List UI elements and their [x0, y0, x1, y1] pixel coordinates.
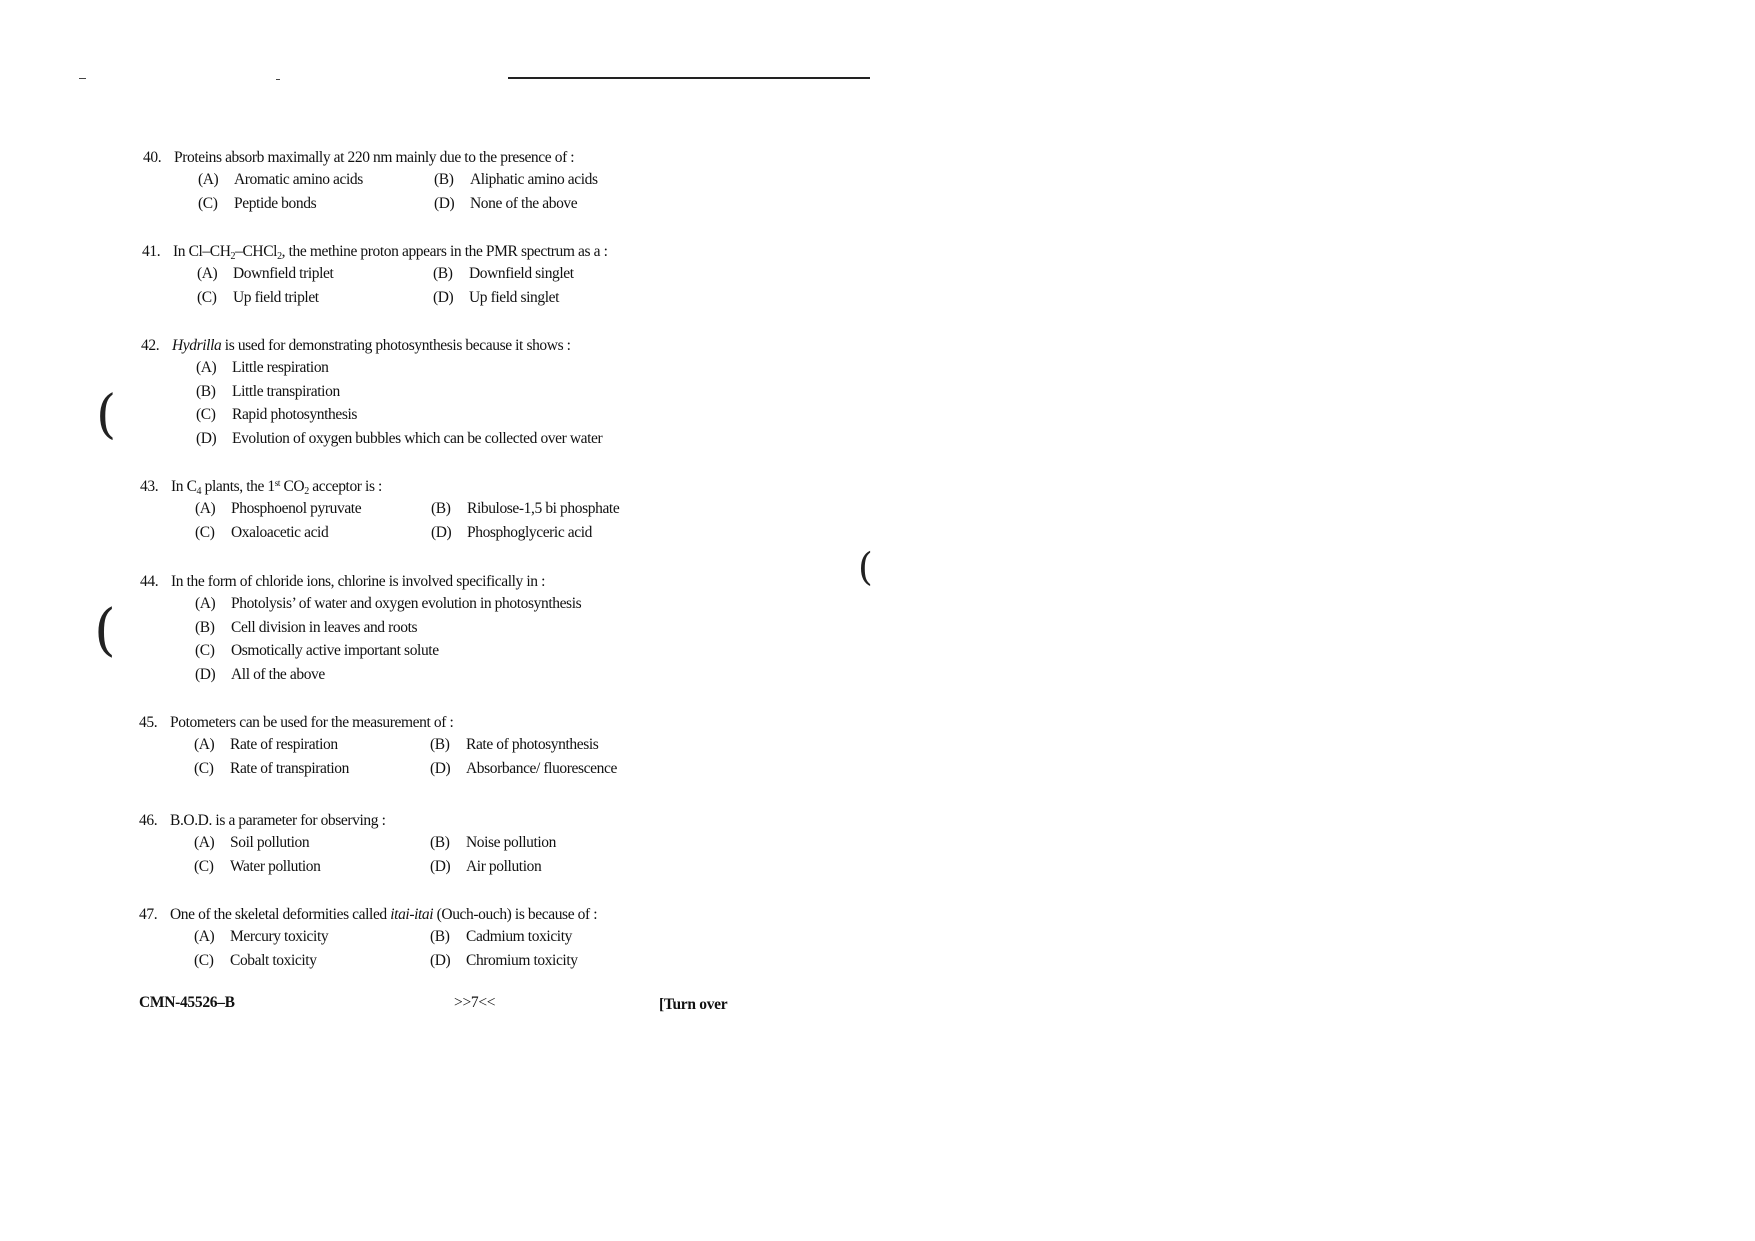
option-d: (D) All of the above	[195, 665, 325, 683]
options	[195, 497, 619, 544]
question-number: 45.	[139, 714, 158, 731]
question-number: 40.	[143, 149, 162, 166]
question-number: 47.	[139, 906, 158, 923]
question-46	[139, 811, 556, 878]
option-b: (B) Ribulose-1,5 bi phosphate	[431, 500, 620, 517]
question-47	[139, 905, 597, 972]
option-a: (A) Downfield triplet	[197, 265, 334, 282]
option-b: (B) Rate of photosynthesis	[430, 736, 599, 753]
option-b: (B) Noise pollution	[430, 834, 557, 851]
options	[197, 262, 607, 309]
option-c: (C) Water pollution	[194, 857, 321, 875]
question-stem	[139, 713, 617, 733]
question-stem	[141, 336, 602, 356]
option-c: (C) Oxaloacetic acid	[195, 523, 329, 541]
option-c: (C) Rapid photosynthesis	[196, 406, 358, 423]
question-stem	[140, 477, 619, 497]
question-text: In the form of chloride ions, chlorine is involved specifically in :	[171, 573, 545, 590]
question-number: 44.	[140, 573, 159, 590]
option-a: (A) Aromatic amino acids	[198, 171, 363, 188]
options	[195, 592, 581, 686]
options	[198, 168, 598, 215]
option-b: (B) Little transpiration	[196, 382, 340, 400]
question-stem	[139, 905, 597, 925]
options	[194, 733, 617, 780]
question-42	[141, 336, 602, 450]
page-number: >>7<<	[454, 994, 496, 1011]
option-c: (C) Up field triplet	[197, 288, 319, 306]
question-text: B.O.D. is a parameter for observing :	[170, 812, 386, 829]
question-text: One of the skeletal deformities called itai-itai (Ouch-ouch) is because of :	[170, 906, 598, 923]
option-b: (B) Cadmium toxicity	[430, 928, 572, 945]
option-d: (D) None of the above	[434, 194, 578, 212]
options	[194, 831, 556, 878]
question-stem	[143, 148, 598, 168]
question-stem	[139, 811, 556, 831]
question-number: 43.	[140, 478, 159, 495]
option-d: (D) Absorbance/ fluorescence	[430, 759, 617, 777]
options	[196, 356, 602, 450]
question-45	[139, 713, 617, 780]
margin-bracket: (	[94, 598, 116, 663]
question-text: Hydrilla is used for demonstrating photosynthesis because it shows :	[172, 337, 571, 354]
option-b: (B) Aliphatic amino acids	[434, 171, 598, 188]
question-41	[142, 242, 607, 309]
option-a: (A) Rate of respiration	[194, 736, 338, 753]
question-number: 41.	[142, 243, 161, 260]
option-d: (D) Evolution of oxygen bubbles which can be collected over water	[196, 429, 603, 447]
margin-bracket: (	[858, 545, 873, 589]
question-43	[140, 477, 619, 544]
option-c: (C) Osmotically active important solute	[195, 642, 439, 659]
header-rule	[508, 77, 870, 79]
option-a: (A) Soil pollution	[194, 834, 310, 851]
scan-mark	[276, 79, 280, 80]
question-stem	[140, 572, 581, 592]
option-a: (A) Little respiration	[196, 359, 329, 376]
options	[194, 925, 597, 972]
question-number: 42.	[141, 337, 160, 354]
option-a: (A) Mercury toxicity	[194, 928, 329, 945]
option-b: (B) Cell division in leaves and roots	[195, 618, 418, 636]
option-c: (C) Peptide bonds	[198, 194, 317, 212]
option-d: (D) Air pollution	[430, 857, 542, 875]
turn-over-note: [Turn over	[659, 996, 728, 1013]
option-d: (D) Up field singlet	[433, 288, 560, 306]
option-a: (A) Photolysis’ of water and oxygen evolution in photosynthesis	[195, 595, 582, 612]
question-text: Potometers can be used for the measurement of :	[170, 714, 454, 731]
option-a: (A) Phosphoenol pyruvate	[195, 500, 362, 517]
question-text: Proteins absorb maximally at 220 nm mainly due to the presence of :	[174, 149, 575, 166]
margin-bracket: (	[96, 385, 117, 445]
paper-code: CMN-45526–B	[139, 994, 235, 1011]
option-c: (C) Rate of transpiration	[194, 759, 350, 777]
question-40	[143, 148, 598, 215]
option-b: (B) Downfield singlet	[433, 265, 574, 282]
question-stem	[142, 242, 607, 262]
question-text: In $C_4$ plants, the 1st $CO_2$ acceptor is :	[171, 478, 382, 497]
scan-mark	[79, 78, 86, 79]
option-d: (D) Chromium toxicity	[430, 951, 578, 969]
question-text: In $Cl-CH_2-CHCl_2$, the methine proton appears in the PMR spectrum as a :	[173, 243, 608, 262]
option-d: (D) Phosphoglyceric acid	[431, 523, 593, 541]
question-44	[140, 572, 581, 686]
question-number: 46.	[139, 812, 158, 829]
option-c: (C) Cobalt toxicity	[194, 951, 317, 969]
